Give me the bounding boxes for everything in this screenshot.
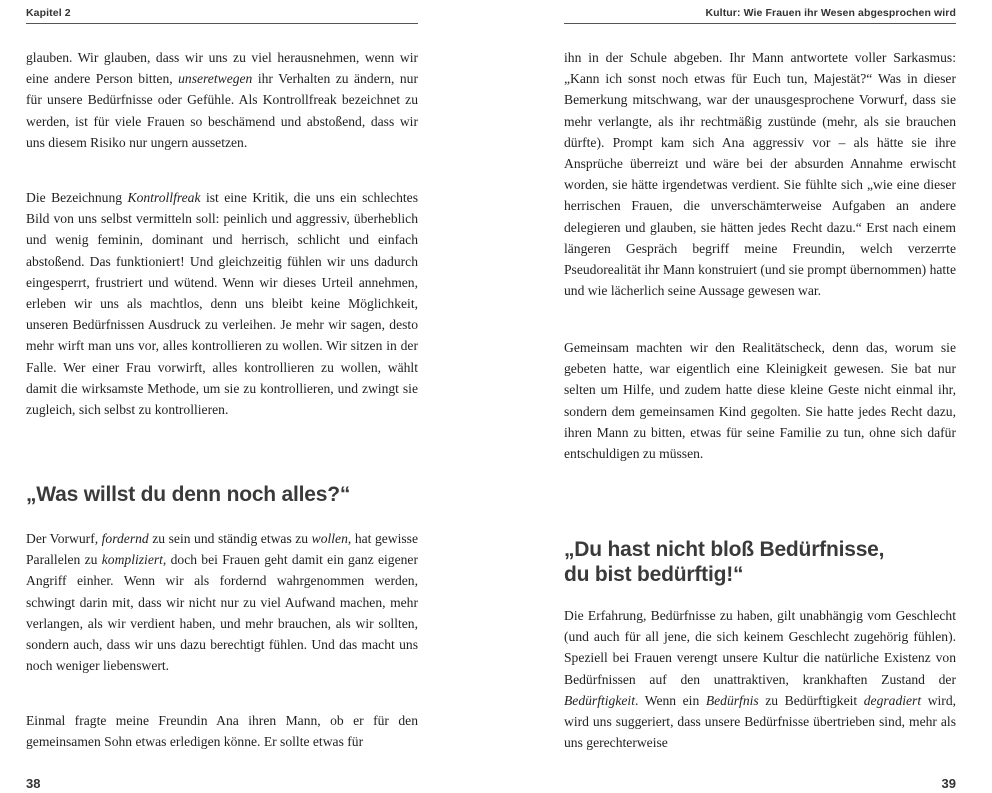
section-label: Kultur: Wie Frauen ihr Wesen abgesprochen wird — [705, 7, 956, 19]
right-page — [564, 0, 956, 793]
left-section-heading: „Was willst du denn noch alles?“ — [26, 483, 351, 506]
chapter-label: Kapitel 2 — [26, 7, 71, 19]
left-paragraph-4: Einmal fragte meine Freundin Ana ihren Mann, ob er für den gemeinsamen Sohn etwas erledigen könne. Er sollte etwas für — [26, 713, 418, 750]
left-paragraph-3: Der Vorwurf, fordernd zu sein und ständig etwas zu wollen, hat gewisse Parallelen zu kompliziert, doch bei Frauen geht damit ein ganz eigener Angriff einher. Wenn wir als fordernd wahrgenommen werden, schwingt darin mit, dass wir nicht nur zu viel Aufwand machen, mehr verlangen, als wir verdient haben, und mehr brauchen, als wir sollten, sondern auch, dass wir uns dazu berechtigt fühlen. Und das macht uns noch weniger liebenswert. — [26, 531, 418, 674]
page-number-left: 38 — [26, 776, 41, 791]
right-paragraph-2: Gemeinsam machten wir den Realitätscheck, denn das, worum sie gebeten hatte, war eigentlich eine Kleinigkeit gewesen. Sie bat nur selten um Hilfe, und zudem hatte diese kleine Geste nicht einmal ihr, sondern dem gemeinsamen Kind gegolten. Sie hatte jedes Recht dazu, ihren Mann zu bitten, etwas für seine Familie zu tun, ohne sich dafür entschuldigen zu müssen. — [564, 340, 956, 462]
right-section-heading: „Du hast nicht bloß Bedürfnisse, du bist bedürftig!“ — [564, 538, 885, 586]
running-head-right — [564, 7, 956, 24]
left-page — [26, 0, 418, 793]
left-paragraph-2: Die Bezeichnung Kontrollfreak ist eine Kritik, die uns ein schlechtes Bild von uns selbst vermitteln soll: peinlich und aggressiv, überheblich und wenig feminin, dominant und herrisch, schlicht und einfach abstoßend. Das funktioniert! Und gleichzeitig fühlen wir uns dadurch eingesperrt, frustriert und wütend. Wenn wir dieses Urteil annehmen, erleben wir uns als machtlos, denn uns bleibt keine Möglichkeit, unseren Bedürfnissen Ausdruck zu verleihen. Je mehr wir sagen, desto mehr wirft man uns vor, alles kontrollieren zu wollen. Wir sitzen in der Falle. Wer einer Frau vorwirft, alles kontrollieren zu wollen, wählt damit die wirksamste Methode, um sie zu kontrollieren, und zwingt sie zugleich, sich selbst zu kontrollieren. — [26, 190, 418, 418]
left-paragraph-1: glauben. Wir glauben, dass wir uns zu viel herausnehmen, wenn wir eine andere Person bitten, unseretwegen ihr Verhalten zu ändern, nur für unsere Bedürfnisse oder Gefühle. Als Kontrollfreak bezeichnet zu werden, ist für viele Frauen so beschämend und abstoßend, dass wir uns diesem Risiko nur ungern aussetzen. — [26, 50, 418, 150]
right-paragraph-3: Die Erfahrung, Bedürfnisse zu haben, gilt unabhängig vom Geschlecht (und auch für all jene, die sich keinem Geschlecht zugehörig fühlen). Speziell bei Frauen verengt unsere Kultur die natürliche Existenz von Bedürfnissen auf den unattraktiven, krankhaften Zustand der Bedürftigkeit. Wenn ein Bedürfnis zu Bedürftigkeit degradiert wird, wird uns suggeriert, dass unsere Bedürfnisse übertrieben sind, mehr als uns gerechterweise — [564, 608, 957, 751]
right-paragraph-1: ihn in der Schule abgeben. Ihr Mann antwortete voller Sarkasmus: „Kann ich sonst noch etwas für Euch tun, Majestät?“ Was in dieser Bemerkung mitschwang, war der unausgesprochene Vorwurf, dass sie mehr verlangte, als ihr rechtmäßig zustünde (mehr, als sie brauchen dürfte). Prompt kam sich Ana aggressiv vor – als hätte sie ihre Ansprüche überreizt und wäre bei der absurden Annahme erwischt worden, sie hätte irgendetwas verdient. Sie fühlte sich „wie eine dieser herrischen Frauen, die unverschämterweise Aufgaben an andere delegieren und glauben, sie hätten jedes Recht dazu.“ Erst nach einem längeren Gespräch begriff meine Freundin, welch verzerrte Pseudorealität ihr Mann konstruiert (und sie prompt übernommen) hatte und wie lächerlich seine Aussage gewesen war. — [564, 50, 956, 299]
page-number-right: 39 — [941, 776, 956, 791]
running-head-left — [26, 7, 418, 24]
